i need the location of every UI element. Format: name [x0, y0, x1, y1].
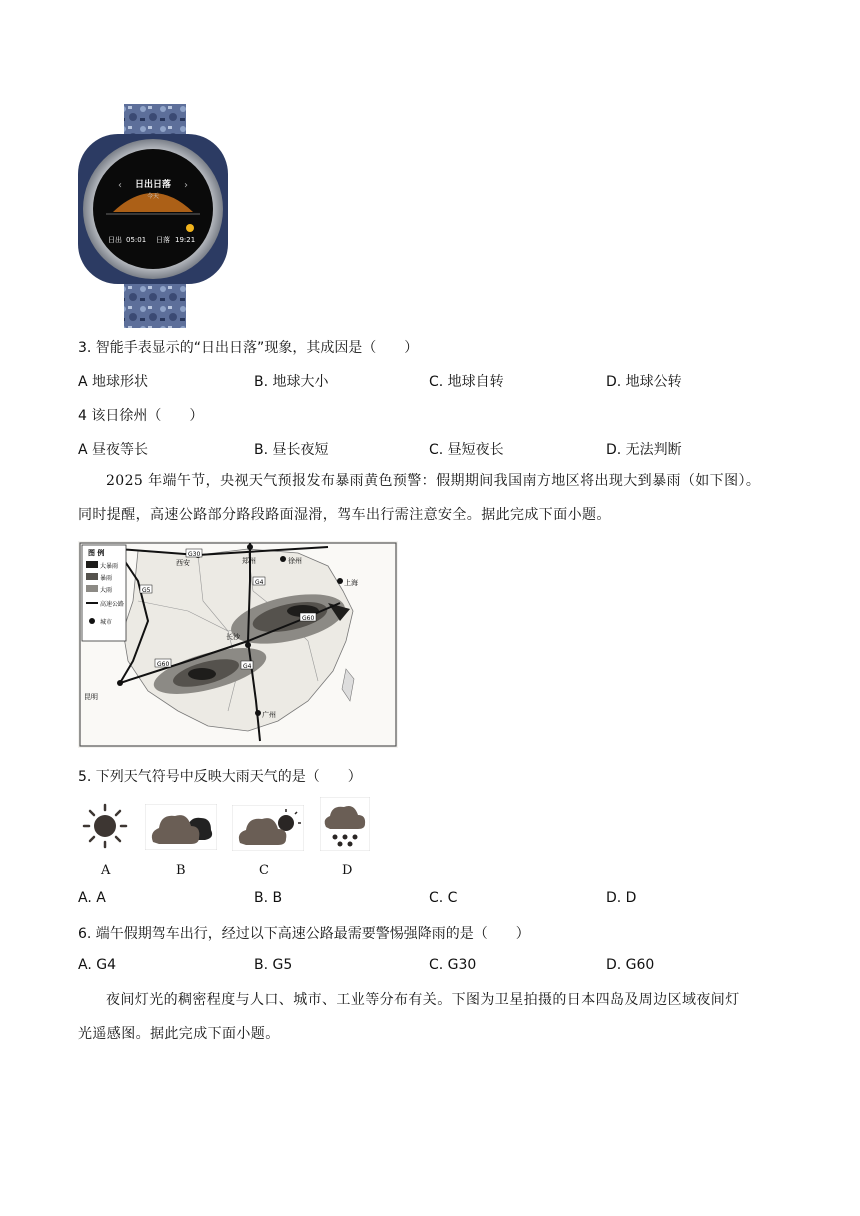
map-legend-item: 高速公路	[100, 601, 125, 608]
map-legend-title: 图 例	[88, 549, 105, 557]
map-city-label: 郑州	[242, 557, 256, 565]
passage-1	[78, 464, 788, 532]
q3-option-b: B. 地球大小	[254, 374, 329, 390]
map-legend-item: 暴雨	[100, 575, 113, 582]
watch-sunset-time: 19:21	[175, 236, 196, 244]
weather-symbol-c	[232, 805, 304, 851]
map-city-label: 西安	[176, 559, 190, 567]
passage-1-line-2: 同时提醒，高速公路部分路段路面湿滑，驾车出行需注意安全。据此完成下面小题。	[78, 507, 611, 523]
watch-title: 日出日落	[134, 180, 172, 190]
q6-option-c: C. G30	[429, 957, 477, 973]
passage-1-line-1: 2025 年端午节，央视天气预报发布暴雨黄色预警：假期期间我国南方地区将出现大到暴雨（如下图）。	[106, 473, 761, 489]
q6-option-b: B. G5	[254, 957, 293, 973]
map-city-label: 徐州	[288, 557, 302, 565]
map-city-label: 广州	[262, 711, 276, 719]
watch-sunrise-label: 日出	[108, 236, 122, 244]
map-city-label: 长沙	[226, 633, 240, 641]
q4-option-b: B. 昼长夜短	[254, 442, 329, 458]
passage-2-line-1: 夜间灯光的稠密程度与人口、城市、工业等分布有关。下图为卫星拍摄的日本四岛及周边区域夜间灯	[106, 992, 740, 1008]
weather-symbol-d	[320, 797, 370, 851]
watch-subtitle: 今天	[146, 193, 160, 200]
cloudy-sun-icon	[232, 805, 304, 851]
q6-option-d: D. G60	[606, 957, 655, 973]
map-road-label: G4	[255, 579, 264, 586]
symbol-label-b: B	[176, 863, 186, 878]
q3-option-c: C. 地球自转	[429, 374, 504, 390]
q3-option-a: A 地球形状	[78, 374, 149, 390]
symbol-label-c: C	[259, 863, 269, 878]
map-legend-item: 城市	[100, 619, 113, 626]
map-road-label: G30	[188, 551, 201, 558]
question-6-stem: 6. 端午假期驾车出行，经过以下高速公路最需要警惕强降雨的是（ ）	[78, 926, 530, 942]
q6-option-a: A. G4	[78, 957, 116, 973]
q4-option-c: C. 昼短夜长	[429, 442, 504, 458]
weather-symbol-a	[80, 801, 130, 851]
map-legend-item: 大暴雨	[100, 563, 119, 570]
smartwatch-photo	[78, 104, 228, 328]
q4-option-a: A 昼夜等长	[78, 442, 149, 458]
question-4-stem: 4 该日徐州（ ）	[78, 408, 204, 424]
q5-option-b: B. B	[254, 890, 283, 906]
q5-option-c: C. C	[429, 890, 458, 906]
map-road-label: G60	[157, 661, 170, 668]
q5-option-a: A. A	[78, 890, 106, 906]
map-city-label: 昆明	[84, 693, 98, 701]
question-5-stem: 5. 下列天气符号中反映大雨天气的是（ ）	[78, 769, 362, 785]
passage-2-line-2: 光遥感图。据此完成下面小题。	[78, 1026, 280, 1042]
heavy-rain-icon	[320, 797, 370, 851]
watch-next-arrow: ›	[184, 180, 188, 191]
map-road-label: G4	[243, 663, 252, 670]
watch-prev-arrow: ‹	[118, 180, 122, 191]
q5-option-d: D. D	[606, 890, 637, 906]
watch-sunrise-time: 05:01	[126, 236, 147, 244]
q4-option-d: D. 无法判断	[606, 442, 682, 458]
rainfall-map	[78, 541, 398, 748]
symbol-label-a: A	[101, 863, 111, 878]
passage-2	[78, 983, 788, 1051]
map-road-label: G60	[302, 615, 315, 622]
map-road-label: G5	[142, 587, 151, 594]
overcast-cloud-icon	[145, 804, 217, 850]
q3-option-d: D. 地球公转	[606, 374, 682, 390]
map-city-label: 上海	[344, 579, 358, 587]
question-3-stem: 3. 智能手表显示的“日出日落”现象，其成因是（ ）	[78, 340, 419, 356]
watch-sunset-label: 日落	[156, 236, 170, 244]
sun-icon	[80, 801, 130, 851]
map-legend-item: 大雨	[100, 587, 113, 594]
symbol-label-d: D	[342, 863, 353, 878]
weather-symbol-b	[145, 804, 217, 850]
